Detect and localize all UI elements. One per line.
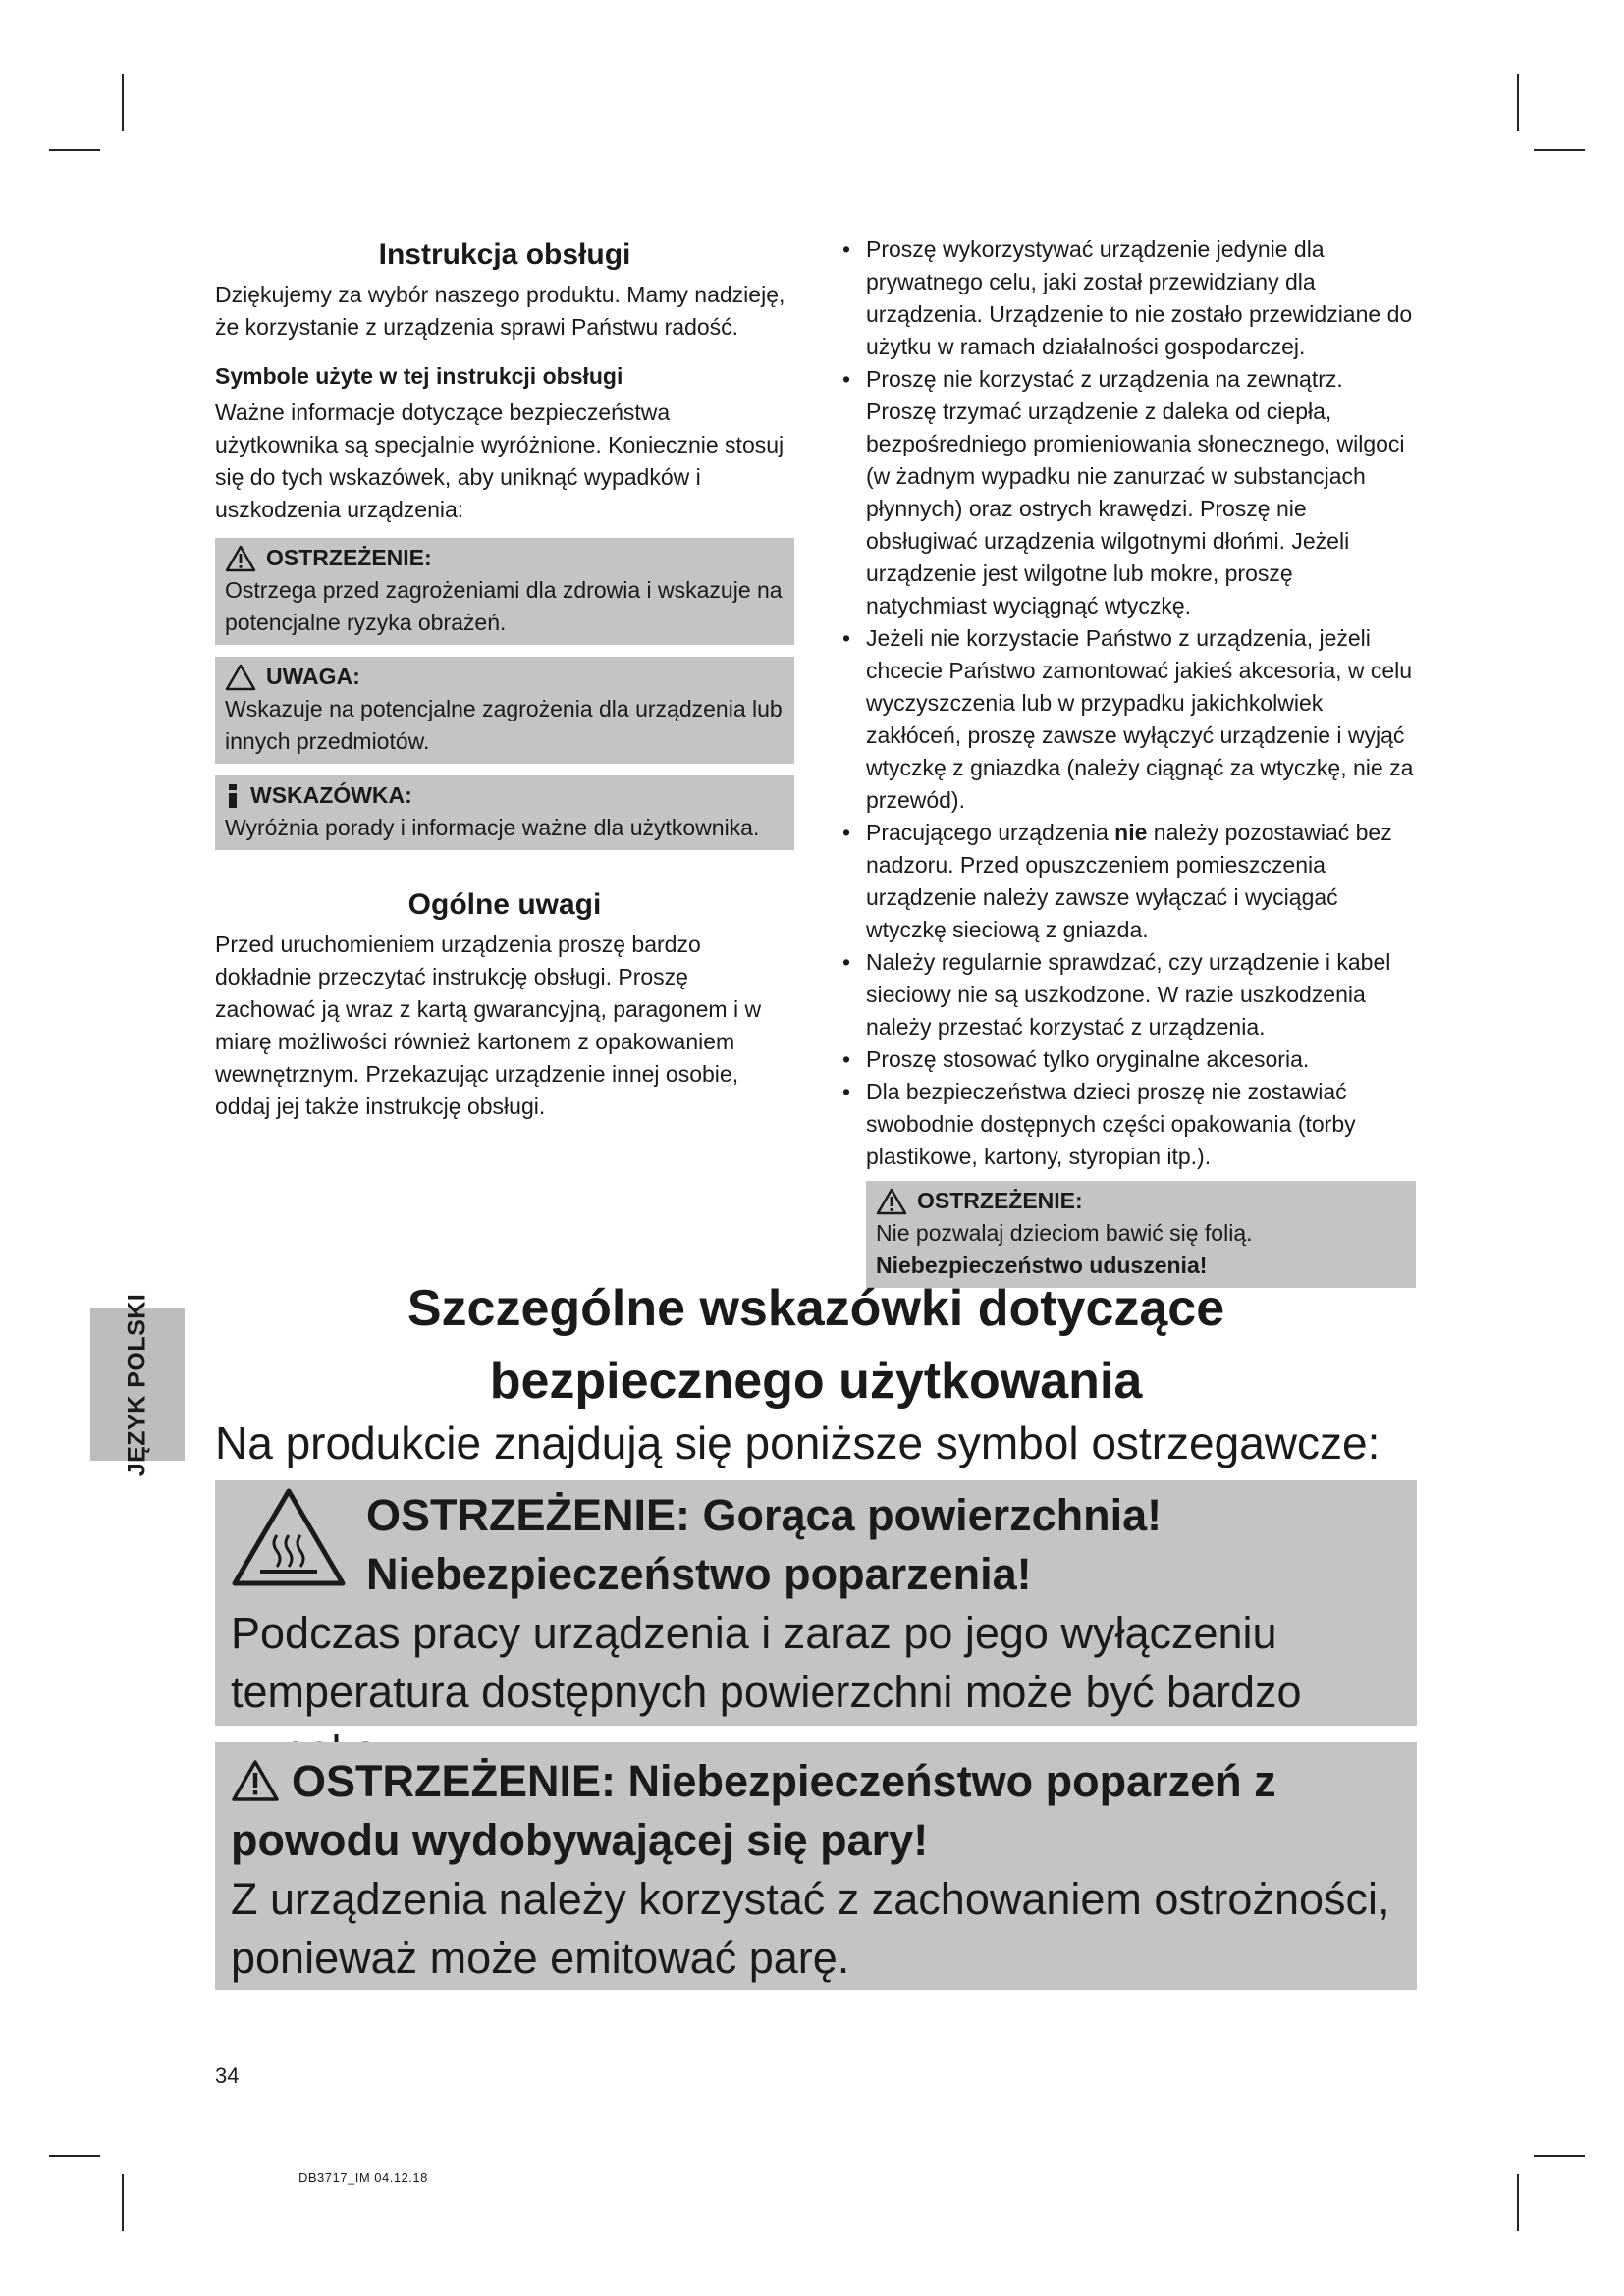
- special-safety-title: Szczególne wskazówki dotyczące bezpiecznego użytkowania: [406, 1280, 1225, 1410]
- crop-mark: [1517, 2174, 1519, 2231]
- language-tab-label: JĘZYK POLSKI: [123, 1293, 151, 1476]
- list-item: • Należy regularnie sprawdzać, czy urządzenie i kabel sieciowy nie są uszkodzone. W razie uszkodzenia należy przestać korzystać z urządzenia.: [835, 946, 1416, 1043]
- note-text: Wyróżnia porady i informacje ważne dla użytkownika.: [225, 815, 760, 840]
- manual-title: Instrukcja obsługi: [378, 239, 631, 271]
- crop-mark: [49, 2155, 100, 2157]
- hot-surface-warning-box: [215, 1480, 1417, 1726]
- info-icon: [225, 782, 241, 810]
- hot-surface-icon: [231, 1486, 347, 1588]
- symbols-heading: Symbole użyte w tej instrukcji obsługi: [215, 363, 623, 389]
- suffocation-warning-text: Nie pozwalaj dzieciom bawić się folią. Niebezpieczeństwo uduszenia!: [876, 1220, 1253, 1278]
- warning-triangle-icon: [876, 1188, 907, 1215]
- warning-label: OSTRZEŻENIE:: [266, 545, 432, 570]
- general-heading: Ogólne uwagi: [407, 888, 602, 921]
- crop-mark: [1534, 2155, 1585, 2157]
- language-tab: [90, 1293, 185, 1476]
- suffocation-warning-label: OSTRZEŻENIE:: [917, 1188, 1083, 1213]
- warning-triangle-icon: [225, 545, 256, 572]
- list-item: • Proszę wykorzystywać urządzenie jedynie dla prywatnego celu, jaki został przewidziany dla urządzenia. Urządzenie to nie zostało przewidziane do użytku w ramach działalności gospodarczej.: [835, 234, 1416, 363]
- warning-box: [215, 538, 794, 645]
- list-item: • Proszę nie korzystać z urządzenia na zewnątrz. Proszę trzymać urządzenie z daleka od ciepła, bezpośredniego promieniowania słonecznego, wilgoci (w żadnym wypadku nie zanurzać w substancjach płynnych) oraz ostrych krawędzi. Proszę nie obsługiwać urządzenia wilgotnymi dłońmi. Jeżeli urządzenie jest wilgotne lub mokre, proszę natychmiast wyciągnąć wtyczkę.: [835, 363, 1416, 622]
- page-number: 34: [215, 2063, 240, 2088]
- list-item: • Pracującego urządzenia nie należy pozostawiać bez nadzoru. Przed opuszczeniem pomieszczenia urządzenie należy zawsze wyłączać i wyciągać wtyczkę sieciową z gniazda.: [835, 817, 1416, 946]
- hot-surface-subtitle: Niebezpieczeństwo poparzenia!: [366, 1549, 1032, 1599]
- caution-triangle-icon: [225, 664, 256, 691]
- warning-triangle-icon: [231, 1759, 280, 1802]
- note-label: WSKAZÓWKA:: [250, 782, 412, 808]
- special-safety-intro: Na produkcie znajdują się poniższe symbol ostrzegawcze:: [215, 1417, 1380, 1468]
- intro-text: Dziękujemy za wybór naszego produktu. Mamy nadzieję, że korzystanie z urządzenia sprawi Państwu radość.: [215, 282, 785, 340]
- footer-code: DB3717_IM 04.12.18: [298, 2170, 428, 2185]
- list-item: • Dla bezpieczeństwa dzieci proszę nie zostawiać swobodnie dostępnych części opakowania (torby plastikowe, kartony, styropian itp.).: [835, 1076, 1416, 1173]
- caution-label: UWAGA:: [266, 664, 360, 689]
- left-column: [215, 236, 794, 1123]
- steam-warning-box: [215, 1742, 1417, 1990]
- note-box: [215, 775, 794, 850]
- hot-surface-title: OSTRZEŻENIE: Gorąca powierzchnia!: [366, 1490, 1163, 1540]
- crop-mark: [1517, 74, 1519, 131]
- crop-mark: [122, 74, 124, 131]
- crop-mark: [49, 149, 100, 151]
- right-column: [835, 234, 1416, 1288]
- general-text: Przed uruchomieniem urządzenia proszę bardzo dokładnie przeczytać instrukcję obsługi. Proszę zachować ją wraz z kartą gwarancyjną, paragonem i w miarę możliwości również kartonem z opakowaniem wewnętrznym. Przekazując urządzenie innej osobie, oddaj jej także instrukcję obsługi.: [215, 932, 762, 1119]
- steam-warning-title: OSTRZEŻENIE: Niebezpieczeństwo poparzeń z powodu wydobywającej się pary!: [231, 1756, 1276, 1865]
- list-item: • Proszę stosować tylko oryginalne akcesoria.: [835, 1043, 1416, 1076]
- steam-warning-text: Z urządzenia należy korzystać z zachowaniem ostrożności, ponieważ może emitować parę.: [231, 1874, 1390, 1983]
- safety-list: [835, 234, 1416, 1173]
- caution-text: Wskazuje na potencjalne zagrożenia dla urządzenia lub innych przedmiotów.: [225, 696, 783, 754]
- caution-box: [215, 657, 794, 764]
- list-item: • Jeżeli nie korzystacie Państwo z urządzenia, jeżeli chcecie Państwo zamontować jakieś akcesoria, w celu wyczyszczenia lub w przypadku jakichkolwiek zakłóceń, proszę zawsze wyłączyć urządzenie i wyjąć wtyczkę z gniazdka (należy ciągnąć za wtyczkę, nie za przewód).: [835, 622, 1416, 817]
- warning-text: Ostrzega przed zagrożeniami dla zdrowia i wskazuje na potencjalne ryzyka obrażeń.: [225, 577, 783, 635]
- symbols-text: Ważne informacje dotyczące bezpieczeństwa użytkownika są specjalnie wyróżnione. Koniecznie stosuj się do tych wskazówek, aby uniknąć wypadków i uszkodzenia urządzenia:: [215, 400, 785, 522]
- crop-mark: [1534, 149, 1585, 151]
- hot-surface-text: Podczas pracy urządzenia i zaraz po jego wyłączeniu temperatura dostępnych powierzchni może być bardzo: [231, 1608, 1302, 1717]
- crop-mark: [122, 2174, 124, 2231]
